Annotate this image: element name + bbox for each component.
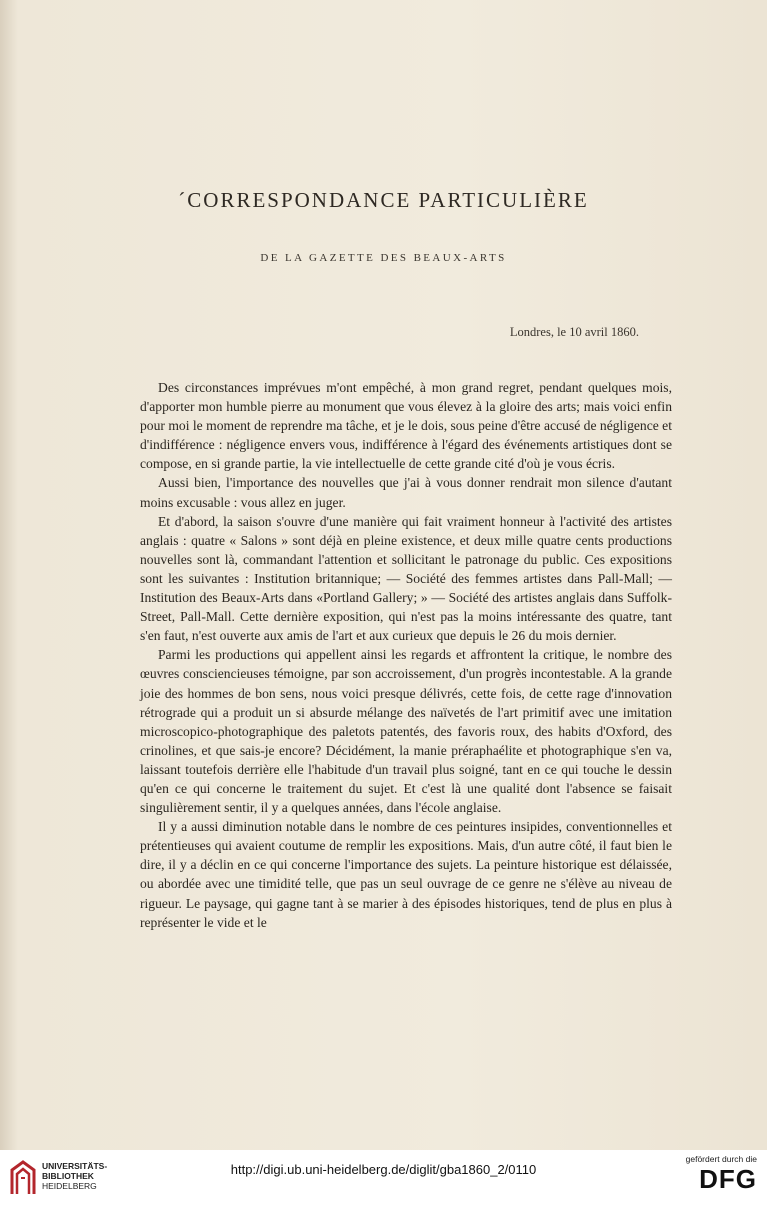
paragraph: Il y a aussi diminution notable dans le nombre de ces peintures insipides, conventionnelles et prétentieuses qui avaient coutume de remplir les expositions. Mais, d'un autre côté, il faut bien le dire, il y a déclin en ce qui concerne l'importance des sujets. La peinture historique est délaissée, ou abordée avec une timidité telle, que pas un seul ouvrage de ce genre ne s'élève au niveau de rigueur. Le paysage, qui gagne tant à se marier à des épisodes historiques, tend de plus en plus à représenter le vide et le	[140, 819, 672, 930]
paragraph: Aussi bien, l'importance des nouvelles que j'ai à vous donner rendrait mon silence d'autant moins excusable : vous allez en juger.	[140, 475, 672, 510]
article-subtitle: DE LA GAZETTE DES BEAUX-ARTS	[260, 252, 507, 264]
paragraph: Parmi les productions qui appellent ainsi les regards et affrontent la critique, le nombre des œuvres consciencieuses témoigne, par son accroissement, d'un progrès incontestable. A la grande joie des hommes de bon sens, nous voici presque délivrés, cette fois, de cette rage d'innovation rétrograde qui a produit un si absurde mélange des naïvetés de l'art primitif avec une imitation microscopico-photographique des paletots patentés, des favoris roux, des habits d'Oxford, des crinolines, et que sais-je encore? Décidément, la manie préraphaélite et photographique s'en va, laissant toutefois derrière elle l'habitude d'un travail plus soigné, tant en ce qui touche le dessin qu'en ce qui concerne le traitement du sujet. Et c'est là une qualité dont l'absence se faisait singulièrement sentir, il y a quelques années, dans l'école anglaise.	[140, 647, 672, 816]
paragraph: Et d'abord, la saison s'ouvre d'une manière qui fait vraiment honneur à l'activité des artistes anglais : quatre « Salons » sont déjà en pleine existence, et deux mille quatre cents productions nouvelles sont là, commandant l'attention et sollicitant le patronage du public. Ces expositions sont les suivantes : Institution britannique; — Société des femmes artistes dans Pall-Mall; — Institution des Beaux-Arts dans «Portland Gallery; » — Société des artistes anglais dans Suffolk-Street, Pall-Mall. Cette dernière exposition, qui n'est pas la moins intéressante des quatre, tant s'en faut, n'est ouverte aux amis de l'art et aux curieux que depuis le 26 du mois dernier.	[140, 513, 672, 644]
viewer-footer	[0, 1150, 767, 1206]
dfg-sponsor[interactable]	[667, 1154, 757, 1202]
library-name: UNIVERSITÄTS- BIBLIOTHEK HEIDELBERG	[42, 1161, 108, 1191]
article-body	[140, 378, 672, 932]
article-title: ´CORRESPONDANCE PARTICULIÈRE	[178, 188, 589, 212]
permalink-url[interactable]: http://digi.ub.uni-heidelberg.de/diglit/gba1860_2/0110	[230, 1162, 537, 1177]
dfg-logo: DFG	[699, 1164, 757, 1194]
sponsor-caption: gefördert durch die	[685, 1154, 757, 1164]
dateline: Londres, le 10 avril 1860.	[509, 325, 639, 339]
paragraph: Des circonstances imprévues m'ont empêché, à mon grand regret, pendant quelques mois, d'apporter mon humble pierre au monument que vous élevez à la gloire des arts; mais voici enfin pour moi le moment de reprendre ma tâche, et je le dois, sous peine d'être accusé de négligence et d'indifférence : négligence envers vous, indifférence à l'égard des événements artistiques dont se compose, en si grande partie, la vie intellectuelle de cette grande cité d'où je vous écris.	[140, 380, 672, 472]
